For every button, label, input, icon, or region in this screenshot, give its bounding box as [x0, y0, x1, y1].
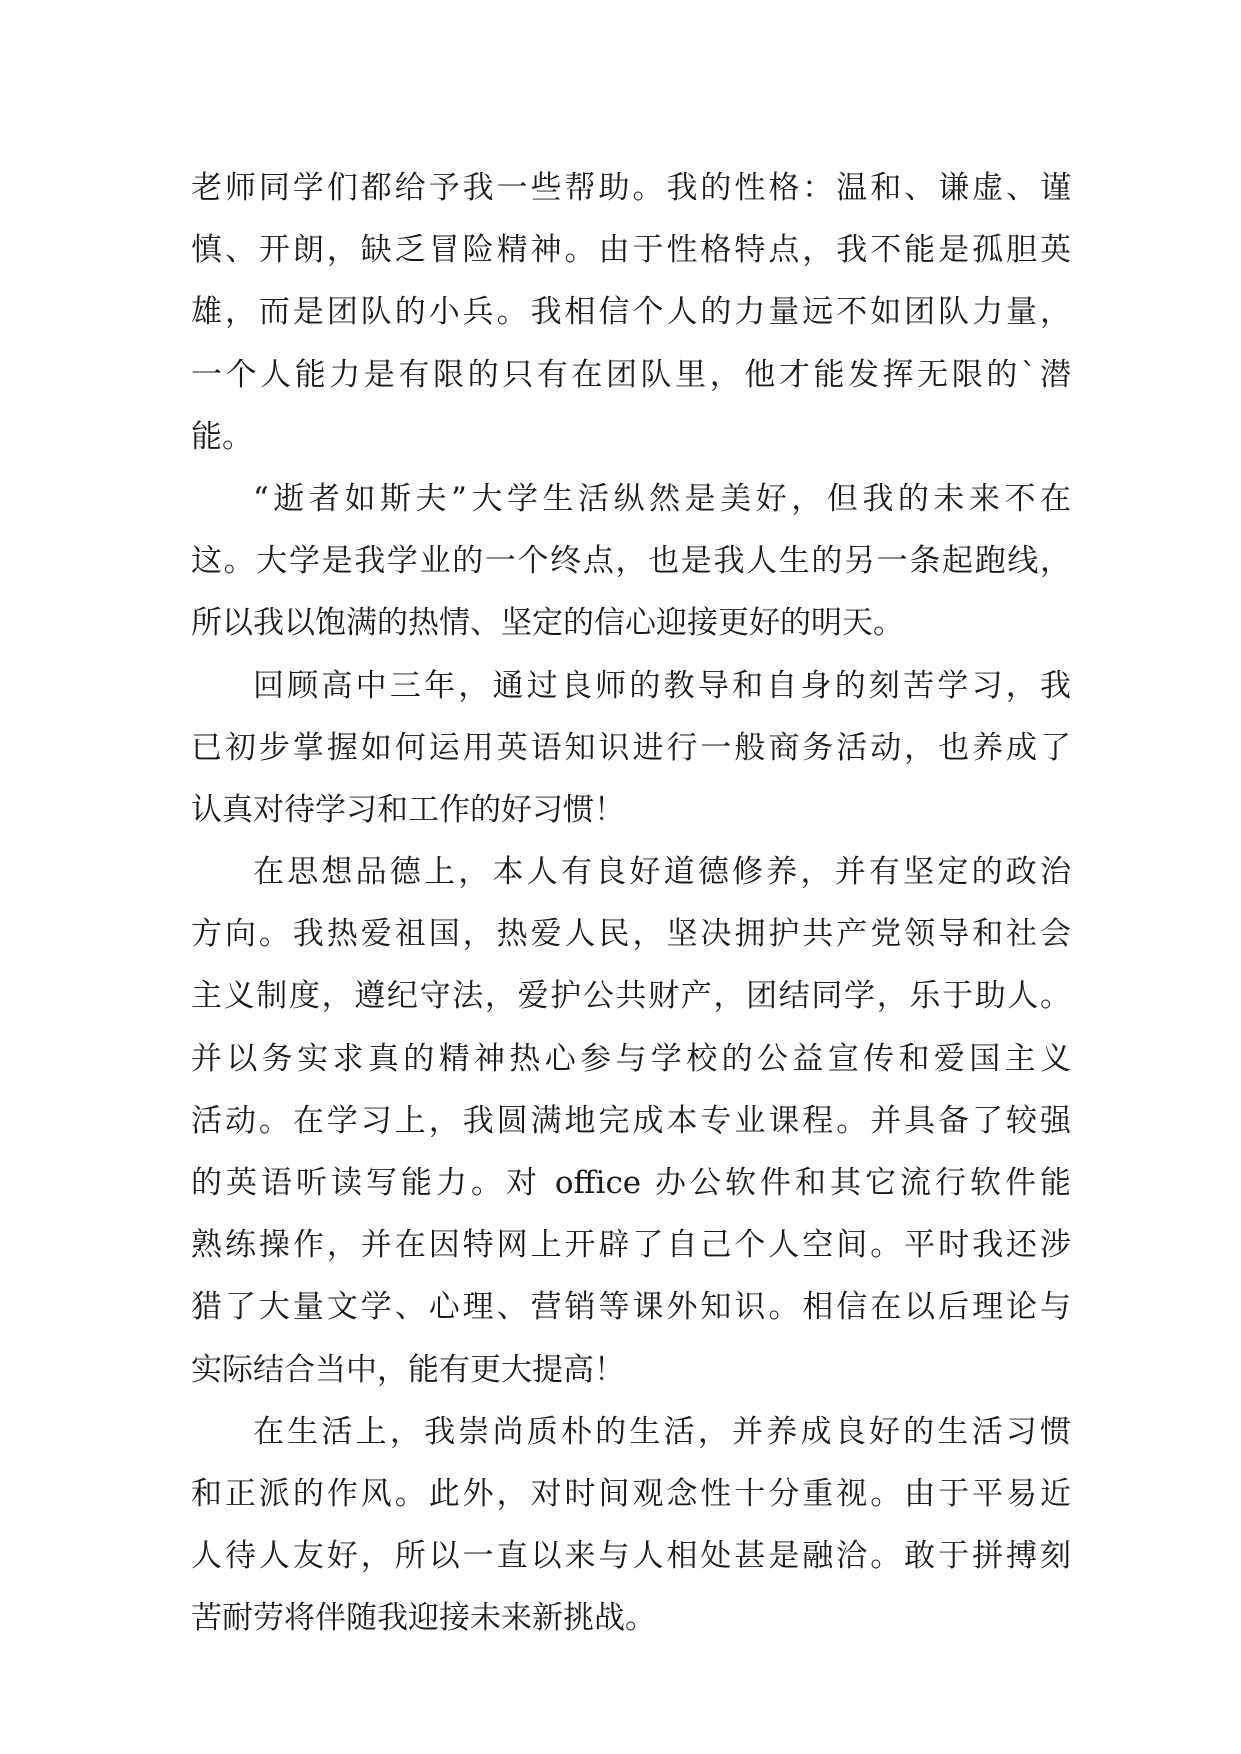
text-line: 能。	[191, 418, 253, 455]
text-line: 雄，而是团队的小兵。我相信个人的力量远不如团队力量，	[191, 294, 1071, 331]
text-line: 方向。我热爱祖国，热爱人民，坚决拥护共产党领导和社会	[191, 916, 1071, 953]
text-line: “逝者如斯夫”大学生活纵然是美好，但我的未来不在	[253, 480, 1071, 517]
text-line: 猎了大量文学、心理、营销等课外知识。相信在以后理论与	[191, 1289, 1071, 1326]
text-line: 并以务实求真的精神热心参与学校的公益宣传和爱国主义	[191, 1040, 1071, 1077]
paragraph-3	[191, 655, 1071, 842]
text-line: 已初步掌握如何运用英语知识进行一般商务活动，也养成了	[191, 729, 1071, 766]
paragraph-1	[191, 157, 1071, 468]
paragraph-4	[191, 841, 1071, 1401]
text-line: 的英语听读写能力。对 office 办公软件和其它流行软件能	[191, 1165, 1071, 1201]
document-body	[191, 157, 1071, 1650]
text-line: 在生活上，我崇尚质朴的生活，并养成良好的生活习惯	[253, 1413, 1071, 1450]
text-line: 认真对待学习和工作的好习惯！	[191, 791, 625, 828]
text-line: 实际结合当中，能有更大提高！	[191, 1351, 625, 1388]
paragraph-2	[191, 468, 1071, 655]
text-line: 慎、开朗，缺乏冒险精神。由于性格特点，我不能是孤胆英	[191, 232, 1071, 269]
text-line: 活动。在学习上，我圆满地完成本专业课程。并具备了较强	[191, 1102, 1071, 1139]
text-line: 一个人能力是有限的只有在团队里，他才能发挥无限的`潜	[191, 356, 1071, 393]
text-line: 这。大学是我学业的一个终点，也是我人生的另一条起跑线，	[191, 543, 1071, 580]
text-line: 熟练操作，并在因特网上开辟了自己个人空间。平时我还涉	[191, 1227, 1071, 1264]
text-line: 主义制度，遵纪守法，爱护公共财产，团结同学，乐于助人。	[191, 978, 1071, 1015]
text-line: 老师同学们都给予我一些帮助。我的性格：温和、谦虚、谨	[191, 170, 1071, 206]
text-line: 在思想品德上，本人有良好道德修养，并有坚定的政治	[253, 854, 1071, 891]
text-line: 回顾高中三年，通过良师的教导和自身的刻苦学习，我	[253, 667, 1071, 704]
text-line: 和正派的作风。此外，对时间观念性十分重视。由于平易近	[191, 1475, 1071, 1512]
text-line: 所以我以饱满的热情、坚定的信心迎接更好的明天。	[191, 605, 904, 642]
text-line: 苦耐劳将伴随我迎接未来新挑战。	[191, 1600, 656, 1637]
text-line: 人待人友好，所以一直以来与人相处甚是融洽。敢于拼搏刻	[191, 1538, 1071, 1575]
paragraph-5	[191, 1401, 1071, 1650]
